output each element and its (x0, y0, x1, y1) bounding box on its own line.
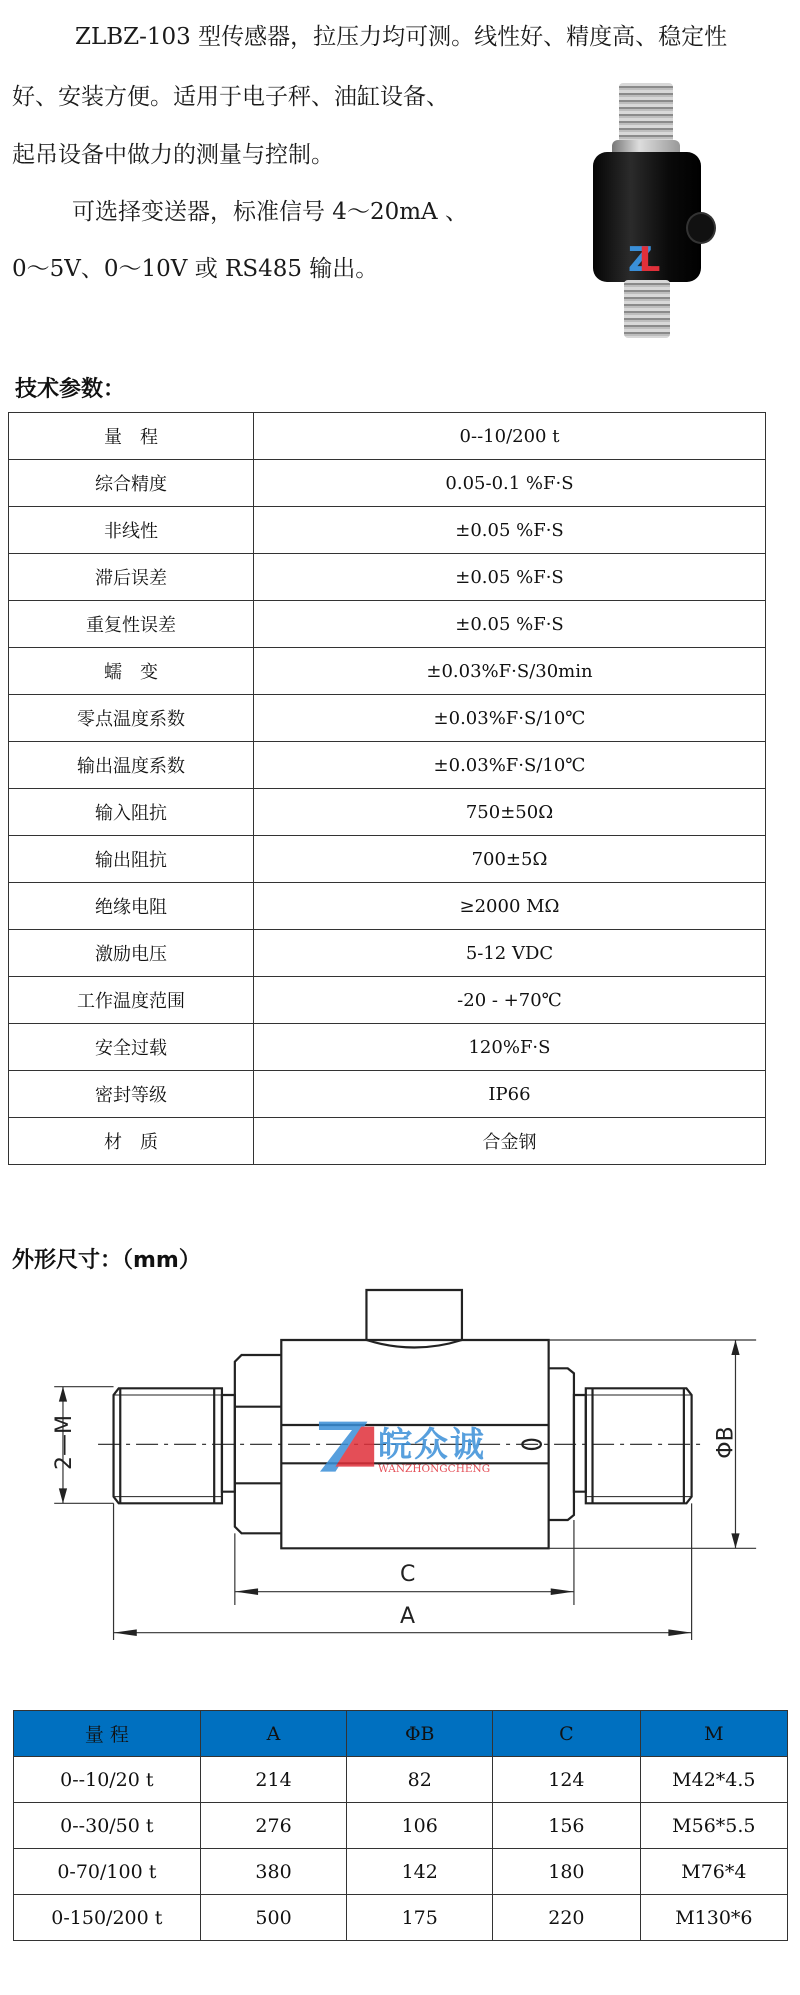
spec-row (9, 507, 766, 554)
spec-value: IP66 (254, 1071, 766, 1118)
dimensions-title: 外形尺寸：（mm） (12, 1248, 201, 1273)
table-row (14, 1849, 788, 1895)
table-cell: 380 (200, 1849, 347, 1895)
table-cell: 214 (200, 1757, 347, 1803)
watermark-cn: 皖众诚 (378, 1425, 486, 1465)
spec-value: ±0.05 %F·S (254, 601, 766, 648)
left-thread (114, 1388, 222, 1503)
table-cell: 276 (200, 1803, 347, 1849)
table-row (14, 1803, 788, 1849)
table-cell: 0-70/100 t (14, 1849, 201, 1895)
spec-row (9, 930, 766, 977)
spec-row (9, 977, 766, 1024)
spec-name: 滞后误差 (9, 554, 254, 601)
table-cell: M130*6 (640, 1895, 787, 1941)
label-a: A (400, 1604, 416, 1629)
table-cell: M42*4.5 (640, 1757, 787, 1803)
table-cell: 0--30/50 t (14, 1803, 201, 1849)
spec-row (9, 695, 766, 742)
spec-name: 输出温度系数 (9, 742, 254, 789)
spec-name: 材 质 (9, 1118, 254, 1165)
spec-value: 合金钢 (254, 1118, 766, 1165)
column-header: 量 程 (14, 1711, 201, 1757)
column-header: M (640, 1711, 787, 1757)
top-thread (619, 83, 673, 145)
watermark-logo (319, 1422, 374, 1472)
column-header: C (493, 1711, 641, 1757)
table-cell: 220 (493, 1895, 641, 1941)
cable-outlet (366, 1290, 461, 1348)
connector-knob (686, 212, 716, 244)
spec-value: ±0.05 %F·S (254, 507, 766, 554)
spec-name: 绝缘电阻 (9, 883, 254, 930)
table-cell: 124 (493, 1757, 641, 1803)
label-c: C (400, 1562, 416, 1587)
table-cell: 0-150/200 t (14, 1895, 201, 1941)
spec-value: ±0.03%F·S/10℃ (254, 742, 766, 789)
intro-line-2: 好、安装方便。适用于电子秤、油缸设备、 (12, 84, 449, 110)
dimensions-table (13, 1710, 788, 1941)
spec-row (9, 789, 766, 836)
label-2-m: 2—M (51, 1415, 77, 1470)
table-cell: M76*4 (640, 1849, 787, 1895)
specs-table (8, 412, 766, 1165)
spec-value: ±0.03%F·S/10℃ (254, 695, 766, 742)
table-cell: 142 (347, 1849, 493, 1895)
spec-value: 700±5Ω (254, 836, 766, 883)
table-cell: 106 (347, 1803, 493, 1849)
intro-line-1: ZLBZ-103 型传感器，拉压力均可测。线性好、精度高、稳定性 (75, 24, 728, 50)
spec-value: ±0.03%F·S/30min (254, 648, 766, 695)
spec-name: 输出阻抗 (9, 836, 254, 883)
column-header: ΦB (347, 1711, 493, 1757)
spec-name: 重复性误差 (9, 601, 254, 648)
black-body (593, 152, 701, 282)
spec-value: ±0.05 %F·S (254, 554, 766, 601)
spec-name: 量 程 (9, 413, 254, 460)
right-thread (586, 1388, 692, 1503)
spec-row (9, 836, 766, 883)
table-cell: 0--10/20 t (14, 1757, 201, 1803)
intro-line-4: 可选择变送器，标准信号 4～20mA 、 (72, 199, 468, 225)
spec-name: 综合精度 (9, 460, 254, 507)
spec-row (9, 413, 766, 460)
spec-value: ≥2000 MΩ (254, 883, 766, 930)
spec-value: 5-12 VDC (254, 930, 766, 977)
spec-name: 蠕 变 (9, 648, 254, 695)
spec-value: 0.05-0.1 %F·S (254, 460, 766, 507)
column-header: A (200, 1711, 347, 1757)
spec-value: -20 - +70℃ (254, 977, 766, 1024)
table-row (14, 1895, 788, 1941)
table-cell: 156 (493, 1803, 641, 1849)
photo-logo: ZL (628, 240, 647, 280)
table-cell: M56*5.5 (640, 1803, 787, 1849)
spec-name: 非线性 (9, 507, 254, 554)
spec-row (9, 1024, 766, 1071)
label-phi-b: ΦB (713, 1426, 739, 1459)
spec-name: 激励电压 (9, 930, 254, 977)
table-cell: 82 (347, 1757, 493, 1803)
spec-row (9, 648, 766, 695)
spec-name: 密封等级 (9, 1071, 254, 1118)
spec-row (9, 554, 766, 601)
spec-row (9, 742, 766, 789)
specs-title: 技术参数： (15, 377, 126, 402)
spec-row (9, 1071, 766, 1118)
spec-row (9, 883, 766, 930)
table-cell: 180 (493, 1849, 641, 1895)
spec-value: 120%F·S (254, 1024, 766, 1071)
product-photo (590, 80, 720, 340)
intro-line-5: 0～5V、0～10V 或 RS485 输出。 (12, 256, 379, 282)
spec-value: 0--10/200 t (254, 413, 766, 460)
spec-row (9, 1118, 766, 1165)
spec-name: 零点温度系数 (9, 695, 254, 742)
table-row (14, 1757, 788, 1803)
table-cell: 500 (200, 1895, 347, 1941)
watermark-en: WANZHONGCHENG (378, 1463, 491, 1475)
spec-value: 750±50Ω (254, 789, 766, 836)
intro-line-3: 起吊设备中做力的测量与控制。 (12, 142, 334, 168)
bottom-thread (624, 280, 670, 338)
spec-name: 输入阻抗 (9, 789, 254, 836)
spec-row (9, 460, 766, 507)
table-cell: 175 (347, 1895, 493, 1941)
spec-row (9, 601, 766, 648)
spec-name: 安全过载 (9, 1024, 254, 1071)
spec-name: 工作温度范围 (9, 977, 254, 1024)
